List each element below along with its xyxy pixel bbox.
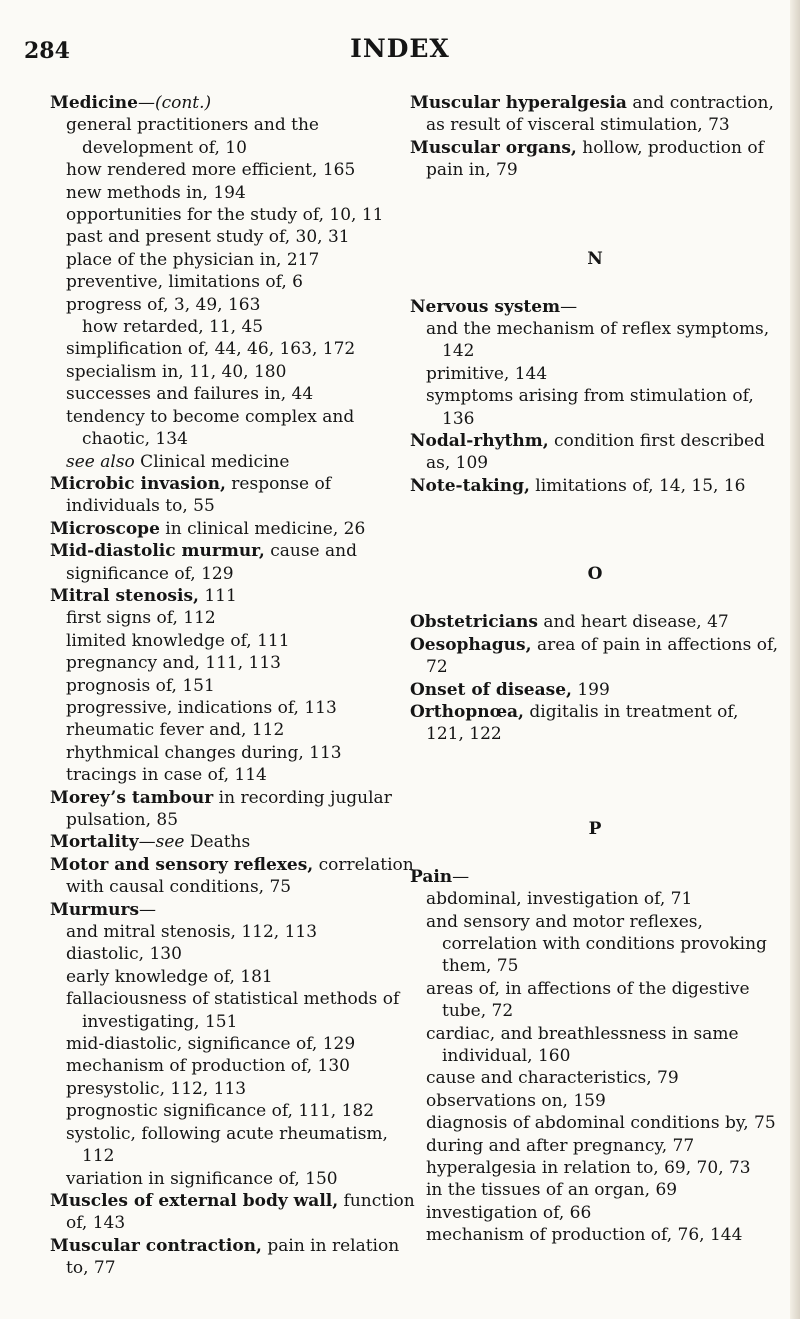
entry-text: —: [139, 899, 157, 920]
index-group-m-continued: [410, 92, 780, 182]
index-entry: [50, 473, 420, 518]
entry-text: in recording jugular pulsation, 85: [66, 787, 392, 830]
subentry-text: place of the physician in, 217: [66, 249, 320, 270]
index-subentry: [410, 1224, 780, 1246]
index-entry: [410, 866, 780, 888]
entry-text: cause and significance of, 129: [66, 541, 357, 584]
index-entry: [410, 611, 780, 633]
index-subentry: [50, 943, 420, 965]
index-column-right: [410, 92, 780, 1247]
subentry-text: progressive, indications of, 113: [66, 697, 337, 718]
entry-text: —: [560, 296, 578, 317]
subentry-text: mid-diastolic, significance of, 129: [66, 1034, 356, 1055]
section-letter-p: P: [588, 818, 602, 839]
index-subentry: [410, 888, 780, 910]
index-entry: [50, 899, 420, 921]
entry-text: response of individuals to, 55: [66, 473, 332, 517]
subentry-text: tracings in case of, 114: [66, 765, 267, 786]
subentry-text: presystolic, 112, 113: [66, 1078, 247, 1099]
index-subentry: [50, 764, 420, 786]
page-edge-shadow: [790, 0, 800, 1319]
index-subentry: [50, 271, 420, 293]
index-subentry: [50, 607, 420, 629]
subentry-text: and sensory and motor reflexes, correlation with conditions provoking them, 75: [426, 911, 767, 977]
entry-heading: Motor and sensory reflexes,: [50, 854, 314, 875]
index-subentry: [410, 1179, 780, 1201]
index-subentry: [50, 988, 420, 1033]
subentry-text: tendency to become complex and chaotic, 134: [66, 406, 355, 450]
index-subentry: [410, 1202, 780, 1224]
index-subentry: [50, 1123, 420, 1168]
index-entry: [410, 475, 780, 497]
index-entry: [50, 787, 420, 832]
entry-text: pain in relation to, 77: [66, 1235, 400, 1279]
subentry-text: cause and characteristics, 79: [426, 1068, 679, 1089]
index-column-left: [50, 92, 420, 1280]
entry-heading: Muscular contraction,: [50, 1235, 262, 1256]
index-subentry: [50, 1168, 420, 1190]
index-subentry: [50, 697, 420, 719]
index-subentry: [410, 363, 780, 385]
index-subentry: [50, 159, 420, 181]
running-head: INDEX: [350, 34, 450, 63]
entry-text: function of, 143: [66, 1190, 415, 1234]
cross-reference-target: Clinical medicine: [134, 451, 290, 472]
index-subentry: [410, 1090, 780, 1112]
index-entry: [410, 296, 780, 318]
see-also-label: see also: [66, 451, 135, 472]
index-entry: [410, 430, 780, 475]
entry-heading: Morey’s tambour: [50, 787, 214, 808]
index-subentry: [410, 318, 780, 363]
index-subentry: [410, 1067, 780, 1089]
index-subentry: [50, 338, 420, 360]
subentry-text: mechanism of production of, 76, 144: [426, 1225, 743, 1246]
subentry-text: general practitioners and the development of, 10: [66, 115, 319, 158]
index-entry: [410, 634, 780, 679]
entry-text: condition first described as, 109: [426, 431, 765, 474]
index-subentry: [50, 226, 420, 248]
index-subentry: [50, 630, 420, 652]
subentry-text: successes and failures in, 44: [66, 384, 314, 405]
entry-text: area of pain in affections of, 72: [426, 634, 779, 678]
subentry-text: systolic, following acute rheumatism, 112: [66, 1123, 388, 1167]
entry-text: limitations of, 14, 15, 16: [529, 475, 746, 496]
subentry-text: specialism in, 11, 40, 180: [66, 361, 287, 382]
entry-text: and contraction, as result of visceral stimulation, 73: [426, 93, 774, 136]
subentry-text: fallaciousness of statistical methods of investigating, 151: [66, 989, 400, 1032]
index-subentry: [50, 1055, 420, 1077]
entry-text: —: [138, 832, 156, 853]
index-subentry: [410, 1112, 780, 1134]
index-subentry: [50, 294, 420, 316]
index-subentry: [50, 1100, 420, 1122]
index-subentry: [50, 652, 420, 674]
entry-heading: Orthopnœa,: [410, 701, 524, 722]
index-entry: [50, 518, 420, 540]
subentry-text: investigation of, 66: [426, 1202, 592, 1223]
entry-text: 199: [571, 679, 610, 700]
subentry-text: pregnancy and, 111, 113: [66, 653, 281, 674]
index-group-o: [410, 611, 780, 745]
subentry-text: variation in significance of, 150: [66, 1168, 338, 1189]
entry-text: correlation with causal conditions, 75: [66, 854, 414, 898]
entry-text: Deaths: [184, 832, 251, 853]
subentry-text: cardiac, and breathlessness in same individual, 160: [426, 1023, 739, 1066]
entry-text: and heart disease, 47: [537, 612, 729, 633]
index-subentry: [410, 385, 780, 430]
subentry-text: areas of, in affections of the digestive tube, 72: [426, 978, 750, 1022]
subentry-text: rheumatic fever and, 112: [66, 720, 285, 741]
entry-heading: Microscope: [50, 518, 160, 539]
entry-heading: Muscular organs,: [410, 137, 577, 158]
subentry-text: first signs of, 112: [66, 608, 216, 629]
index-entry: [50, 540, 420, 585]
subentry-text: simplification of, 44, 46, 163, 172: [66, 339, 356, 360]
entry-heading: Note-taking,: [410, 475, 530, 496]
index-entry: [50, 854, 420, 899]
subentry-text: observations on, 159: [426, 1090, 606, 1111]
section-letter-n: N: [587, 248, 603, 269]
entry-heading: Oesophagus,: [410, 634, 532, 655]
subentry-text: in the tissues of an organ, 69: [426, 1180, 678, 1201]
index-subentry: [50, 719, 420, 741]
subentry-text: symptoms arising from stimulation of, 136: [426, 386, 754, 429]
index-entry: [410, 137, 780, 182]
index-subsubentry: [50, 316, 420, 338]
subentry-text: how retarded, 11, 45: [82, 317, 264, 338]
index-entry: [410, 92, 780, 137]
index-entry: [50, 1190, 420, 1235]
subentry-text: prognosis of, 151: [66, 675, 215, 696]
entry-heading: Muscles of external body wall,: [50, 1190, 339, 1211]
entry-text: in clinical medicine, 26: [159, 518, 366, 539]
index-entry: [50, 92, 420, 114]
index-subentry: [50, 383, 420, 405]
subentry-text: and mitral stenosis, 112, 113: [66, 922, 318, 943]
entry-heading: Nervous system: [410, 296, 561, 317]
subentry-text: early knowledge of, 181: [66, 966, 273, 987]
entry-heading: Muscular hyperalgesia: [410, 93, 627, 113]
index-subentry: [50, 249, 420, 271]
subentry-text: during and after pregnancy, 77: [426, 1135, 695, 1156]
entry-heading: Mortality: [50, 832, 139, 853]
section-letter-o: O: [587, 564, 603, 585]
subentry-text: progress of, 3, 49, 163: [66, 294, 261, 315]
entry-heading: Medicine: [50, 93, 138, 113]
entry-italic: (cont.): [154, 93, 212, 113]
index-subentry: [410, 911, 780, 978]
entry-italic: see: [155, 832, 185, 853]
index-subentry: [410, 1135, 780, 1157]
entry-text: 111: [198, 585, 237, 606]
entry-text: —: [137, 93, 155, 113]
entry-text: digitalis in treatment of, 121, 122: [426, 701, 739, 745]
entry-text: —: [452, 866, 470, 887]
index-group-p: [410, 866, 780, 1247]
index-entry: [50, 1235, 420, 1280]
entry-heading: Mitral stenosis,: [50, 585, 199, 606]
subentry-text: prognostic significance of, 111, 182: [66, 1101, 375, 1122]
subentry-text: preventive, limitations of, 6: [66, 272, 303, 293]
index-subentry: [50, 406, 420, 451]
index-subentry: [50, 1078, 420, 1100]
entry-heading: Nodal-rhythm,: [410, 431, 549, 452]
subentry-text: new methods in, 194: [66, 182, 246, 203]
index-subentry: [50, 182, 420, 204]
index-subentry: [50, 966, 420, 988]
subentry-text: diagnosis of abdominal conditions by, 75: [426, 1113, 776, 1134]
index-subentry: [50, 921, 420, 943]
index-subentry: [50, 204, 420, 226]
index-subentry: [410, 1157, 780, 1179]
subentry-text: diastolic, 130: [66, 944, 182, 965]
index-subentry: [50, 114, 420, 159]
index-entry: [410, 679, 780, 701]
index-entry: [50, 585, 420, 607]
subentry-text: abdominal, investigation of, 71: [426, 889, 693, 910]
subentry-text: limited knowledge of, 111: [66, 630, 290, 651]
cross-reference: [50, 451, 420, 473]
entry-heading: Onset of disease,: [410, 679, 572, 700]
subentry-text: primitive, 144: [426, 363, 548, 384]
subentry-text: how rendered more efficient, 165: [66, 160, 356, 181]
subentry-text: opportunities for the study of, 10, 11: [66, 205, 384, 226]
index-subentry: [50, 361, 420, 383]
index-subentry: [410, 1023, 780, 1068]
entry-heading: Obstetricians: [410, 612, 538, 633]
subentry-text: mechanism of production of, 130: [66, 1056, 350, 1077]
entry-text: hollow, production of pain in, 79: [426, 137, 764, 181]
page-number: 284: [24, 38, 70, 64]
index-group-n: [410, 296, 780, 498]
subentry-text: hyperalgesia in relation to, 69, 70, 73: [426, 1158, 751, 1178]
index-subentry: [50, 742, 420, 764]
index-entry: [410, 701, 780, 746]
entry-heading: Pain: [410, 866, 453, 887]
subentry-text: past and present study of, 30, 31: [66, 227, 350, 248]
entry-heading: Microbic invasion,: [50, 473, 226, 494]
index-subentry: [410, 978, 780, 1023]
entry-heading: Murmurs: [50, 899, 140, 920]
subentry-text: and the mechanism of reflex symptoms, 142: [426, 319, 770, 362]
index-subentry: [50, 1033, 420, 1055]
index-subentry: [50, 675, 420, 697]
subentry-text: rhythmical changes during, 113: [66, 742, 342, 763]
index-entry: [50, 831, 420, 853]
entry-heading: Mid-diastolic murmur,: [50, 541, 265, 562]
